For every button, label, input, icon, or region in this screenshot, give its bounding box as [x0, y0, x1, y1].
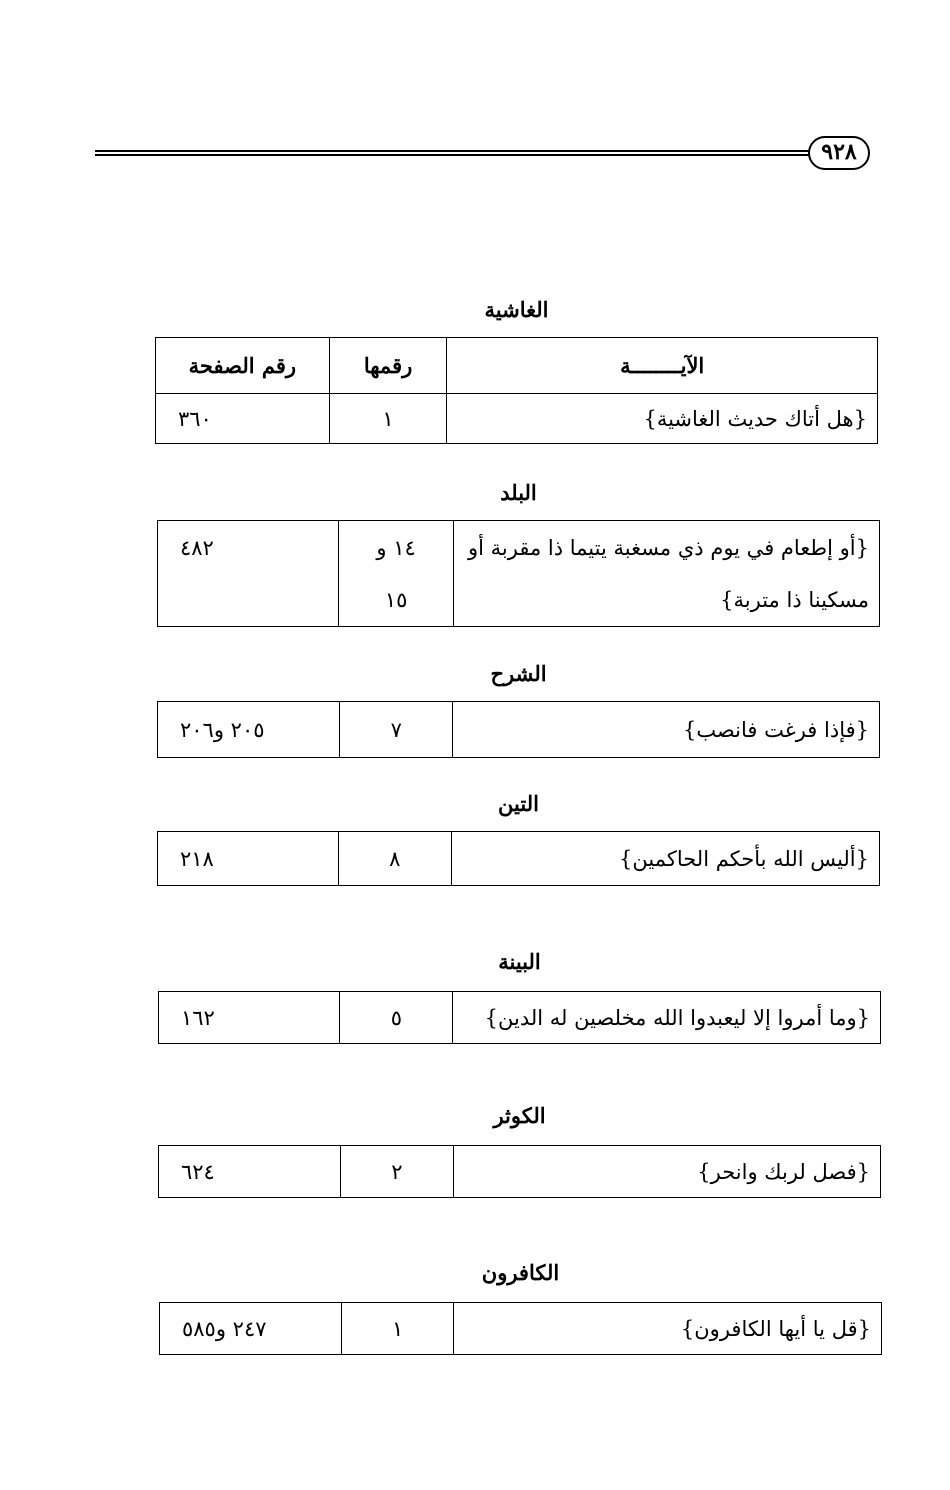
section-title: التين	[498, 791, 539, 816]
ayah-number-cell: ١	[329, 394, 447, 444]
table-row	[159, 1146, 881, 1198]
page-cell: ٢٤٧ و٥٨٥	[160, 1303, 342, 1355]
ayah-cell: {أليس الله بأحكم الحاكمين}	[451, 832, 879, 886]
verses-table	[157, 520, 880, 627]
ayah-cell: {أو إطعام في يوم ذي مسغبة يتيما ذا مقربة أو	[453, 521, 879, 575]
ayah-number-cell: ٢	[340, 1146, 453, 1198]
section-title: الكوثر	[493, 1103, 546, 1128]
ayah-number-cell: ١	[341, 1303, 453, 1355]
header-number: رقمها	[329, 338, 447, 394]
verses-table	[158, 991, 881, 1044]
table-row	[158, 575, 880, 627]
header-ayah: الآيــــــــة	[447, 338, 878, 394]
header-rule	[95, 150, 815, 156]
page-number: ٩٢٨	[821, 139, 857, 165]
ayah-cell: {فإذا فرغت فانصب}	[453, 702, 880, 758]
ayah-number-cell: ٨	[338, 832, 451, 886]
ayah-cell: {فصل لربك وانحر}	[453, 1146, 880, 1198]
page-cell: ٣٦٠	[156, 394, 330, 444]
verses-table	[157, 701, 880, 758]
header-page: رقم الصفحة	[156, 338, 330, 394]
section-title: الكافرون	[481, 1260, 560, 1285]
table-row	[160, 1303, 882, 1355]
table-row	[158, 521, 880, 575]
section-title: البينة	[498, 949, 541, 974]
table-row	[156, 394, 878, 444]
ayah-number-cell: ١٤ و	[339, 521, 453, 575]
ayah-number-cell: ٥	[340, 992, 453, 1044]
table-row	[158, 702, 880, 758]
table-row	[158, 832, 880, 886]
ayah-cell: مسكينا ذا متربة}	[453, 575, 879, 627]
ayah-number-cell: ١٥	[339, 575, 453, 627]
ayah-number-cell: ٧	[340, 702, 453, 758]
verses-table	[159, 1302, 882, 1355]
verses-table	[157, 831, 880, 886]
table-row	[159, 992, 881, 1044]
section-title: البلد	[500, 480, 537, 505]
verses-table	[158, 1145, 881, 1198]
section-title: الغاشية	[484, 297, 549, 322]
table-header-row	[156, 338, 878, 394]
page-cell: ٦٢٤	[159, 1146, 341, 1198]
page-number-badge	[808, 136, 870, 170]
ayah-cell: {قل يا أيها الكافرون}	[454, 1303, 882, 1355]
page-cell: ٢١٨	[158, 832, 339, 886]
ayah-cell: {وما أمروا إلا ليعبدوا الله مخلصين له الدين}	[453, 992, 881, 1044]
page-cell: ٢٠٥ و٢٠٦	[158, 702, 340, 758]
section-title: الشرح	[490, 661, 547, 686]
page-cell	[158, 575, 339, 627]
page-cell: ٤٨٢	[158, 521, 339, 575]
ayah-cell: {هل أتاك حديث الغاشية}	[447, 394, 878, 444]
page-cell: ١٦٢	[159, 992, 340, 1044]
verses-table	[155, 337, 878, 444]
